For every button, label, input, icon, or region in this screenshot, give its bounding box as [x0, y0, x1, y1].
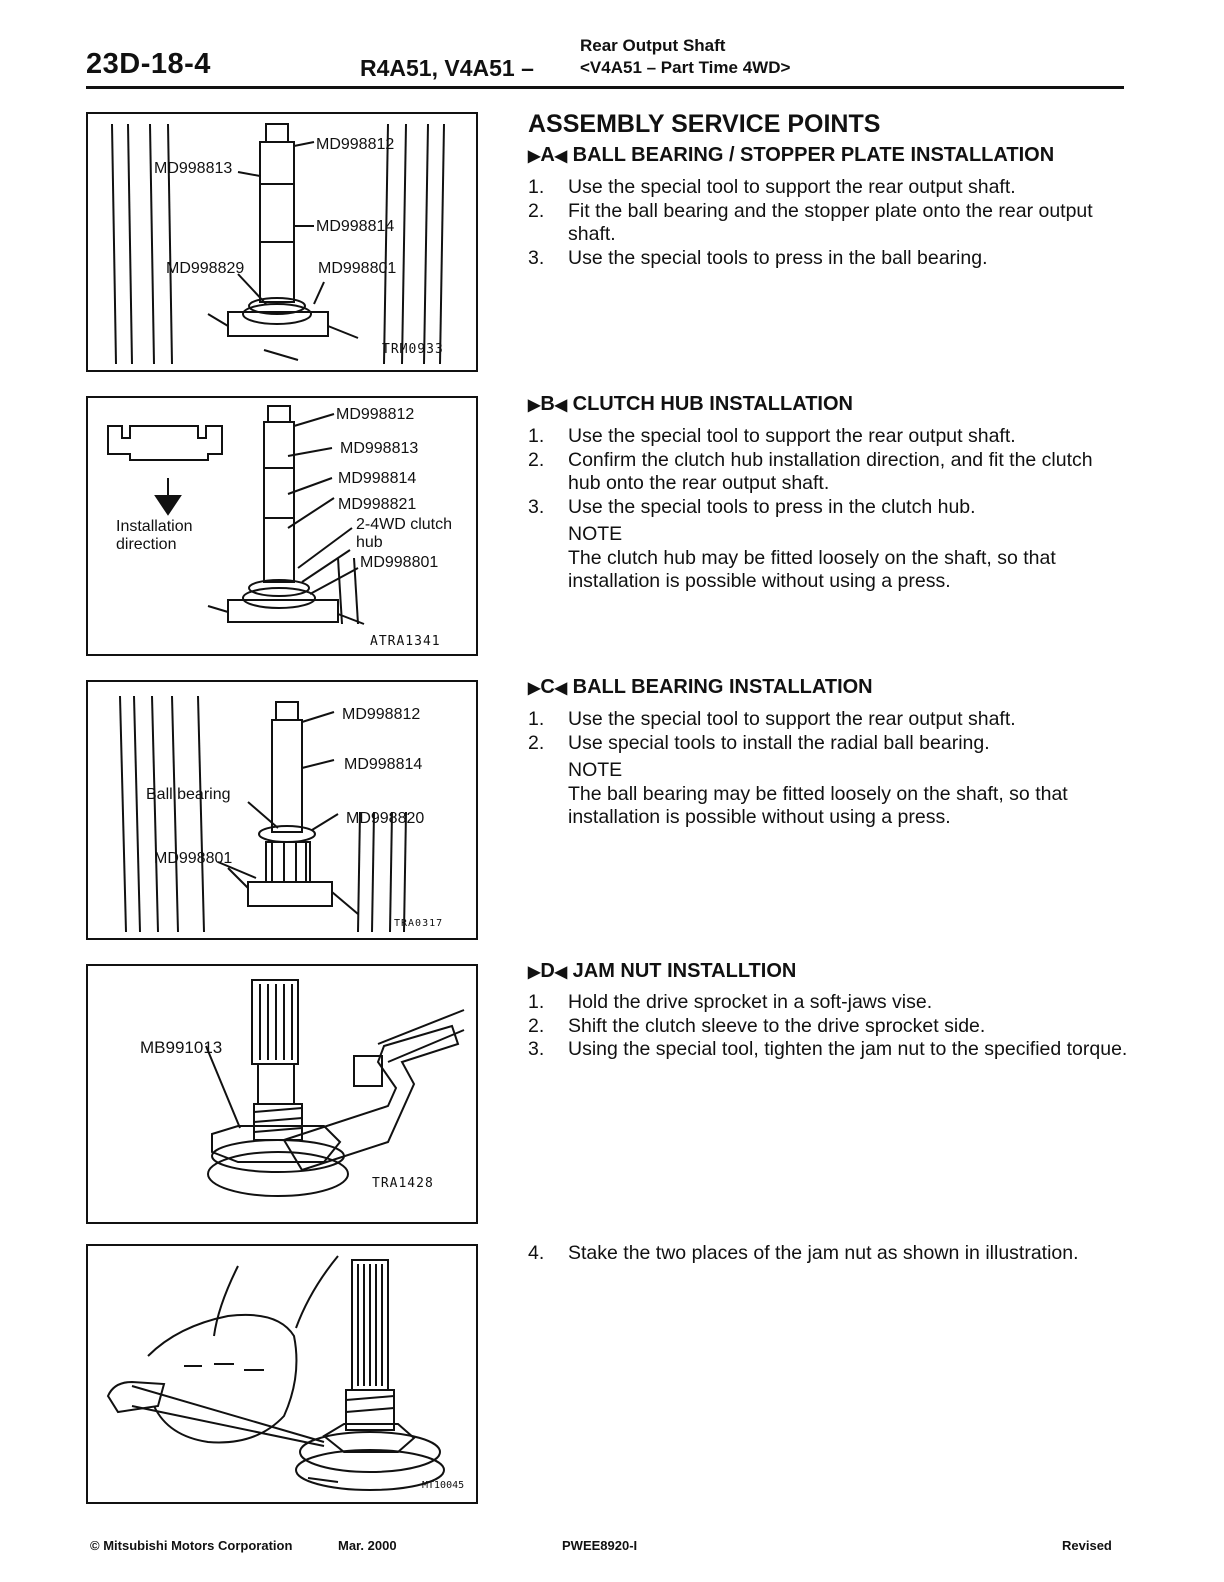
list-item: 3. Use the special tools to press in the ball bearing.	[528, 246, 988, 269]
page-number: 23D-18-4	[86, 48, 211, 80]
label-ball-bearing: Ball bearing	[146, 786, 231, 803]
section-marker: B	[540, 393, 555, 415]
list-item: 2. Shift the clutch sleeve to the drive sprocket side.	[528, 1014, 986, 1037]
label-md998814: MD998814	[338, 470, 417, 487]
marker-right-icon: ▶	[528, 148, 541, 165]
marker-left-icon: ◀	[554, 680, 568, 697]
label-md998801: MD998801	[360, 554, 439, 571]
figure-clutch-hub-press	[86, 396, 478, 656]
label-md998801: MD998801	[154, 850, 233, 867]
label-md998801: MD998801	[318, 260, 397, 277]
footer-date: Mar. 2000	[338, 1538, 397, 1553]
label-hub: hub	[356, 534, 383, 551]
list-item: 2. Use special tools to install the radial ball bearing.	[528, 731, 990, 754]
staking-illustration	[88, 1246, 476, 1502]
figure-code: TRA0317	[394, 918, 444, 929]
label-md998829: MD998829	[166, 260, 245, 277]
list-item: 1. Use the special tool to support the rear output shaft.	[528, 708, 1016, 730]
note-text: The clutch hub may be fitted loosely on the shaft, so that installation is possible without using a press.	[568, 546, 1056, 592]
section-title-text: BALL BEARING / STOPPER PLATE INSTALLATION	[572, 144, 1055, 166]
step-list-d-continued	[528, 1242, 1128, 1266]
figure-code: ATRA1341	[370, 634, 441, 649]
figure-code: MT10045	[422, 1480, 465, 1491]
section-marker: C	[540, 676, 555, 698]
note-label: NOTE	[568, 759, 623, 781]
note-label: NOTE	[568, 523, 623, 545]
note-text: The ball bearing may be fitted loosely on the shaft, so that installation is possible without using a press.	[568, 782, 1068, 828]
label-md998812: MD998812	[316, 136, 395, 153]
section-heading-d	[528, 960, 796, 983]
step-list-d	[528, 991, 1128, 1062]
label-md998814: MD998814	[344, 756, 423, 773]
list-item: 1. Hold the drive sprocket in a soft-jaws vise.	[528, 991, 933, 1013]
list-item: 3. Use the special tools to press in the clutch hub.	[528, 495, 976, 518]
step-list-a	[528, 176, 1128, 270]
figure-ball-bearing-press	[86, 112, 478, 372]
marker-right-icon: ▶	[528, 680, 541, 697]
section-title-text: BALL BEARING INSTALLATION	[572, 676, 873, 698]
label-mb991013: MB991013	[140, 1038, 223, 1057]
marker-left-icon: ◀	[554, 148, 568, 165]
figure-code: TRM0933	[382, 342, 444, 357]
marker-right-icon: ▶	[528, 964, 541, 981]
label-md998821: MD998821	[338, 496, 417, 513]
marker-right-icon: ▶	[528, 397, 541, 414]
label-md998820: MD998820	[346, 810, 425, 827]
step-list-c	[528, 708, 1128, 830]
label-clutch: 2-4WD clutch	[356, 516, 453, 533]
section-title-text: JAM NUT INSTALLTION	[572, 960, 797, 982]
footer-copyright: © Mitsubishi Motors Corporation	[90, 1538, 293, 1553]
section-marker: D	[540, 960, 555, 982]
list-item: 3. Using the special tool, tighten the jam nut to the specified torque.	[528, 1038, 1128, 1060]
step-list-b	[528, 425, 1128, 594]
section-title: Rear Output Shaft	[580, 36, 726, 55]
section-subtitle: <V4A51 – Part Time 4WD>	[580, 58, 791, 77]
header-rule	[86, 86, 1124, 89]
marker-left-icon: ◀	[554, 397, 568, 414]
label-md998813: MD998813	[154, 160, 233, 177]
marker-left-icon: ◀	[554, 964, 568, 981]
label-direction: direction	[116, 536, 177, 553]
figure-jam-nut-torque	[86, 964, 478, 1224]
section-heading-a	[528, 144, 1054, 167]
list-item: 2. Fit the ball bearing and the stopper plate onto the rear output shaft.	[528, 199, 1093, 245]
label-md998814: MD998814	[316, 218, 395, 235]
figure-code: TRA1428	[372, 1176, 434, 1191]
list-item: 4. Stake the two places of the jam nut as shown in illustration.	[528, 1242, 1079, 1264]
main-heading: ASSEMBLY SERVICE POINTS	[528, 110, 881, 138]
footer-doc-code: PWEE8920-I	[562, 1538, 638, 1553]
label-md998812: MD998812	[336, 406, 415, 423]
section-heading-b	[528, 393, 853, 416]
footer-status: Revised	[1062, 1538, 1112, 1553]
list-item: 2. Confirm the clutch hub installation direction, and fit the clutch hub onto the rear output shaft.	[528, 448, 1093, 494]
list-item: 1. Use the special tool to support the rear output shaft.	[528, 176, 1016, 198]
figure-stake-jam-nut	[86, 1244, 478, 1504]
label-md998812: MD998812	[342, 706, 421, 723]
model-codes: R4A51, V4A51 –	[360, 55, 534, 81]
section-heading-c	[528, 676, 873, 699]
section-title-text: CLUTCH HUB INSTALLATION	[572, 393, 853, 415]
figure-radial-bearing-press	[86, 680, 478, 940]
press-illustration	[88, 114, 476, 370]
label-installation: Installation	[116, 518, 193, 535]
list-item: 1. Use the special tool to support the rear output shaft.	[528, 425, 1016, 447]
section-marker: A	[540, 144, 555, 166]
label-md998813: MD998813	[340, 440, 419, 457]
